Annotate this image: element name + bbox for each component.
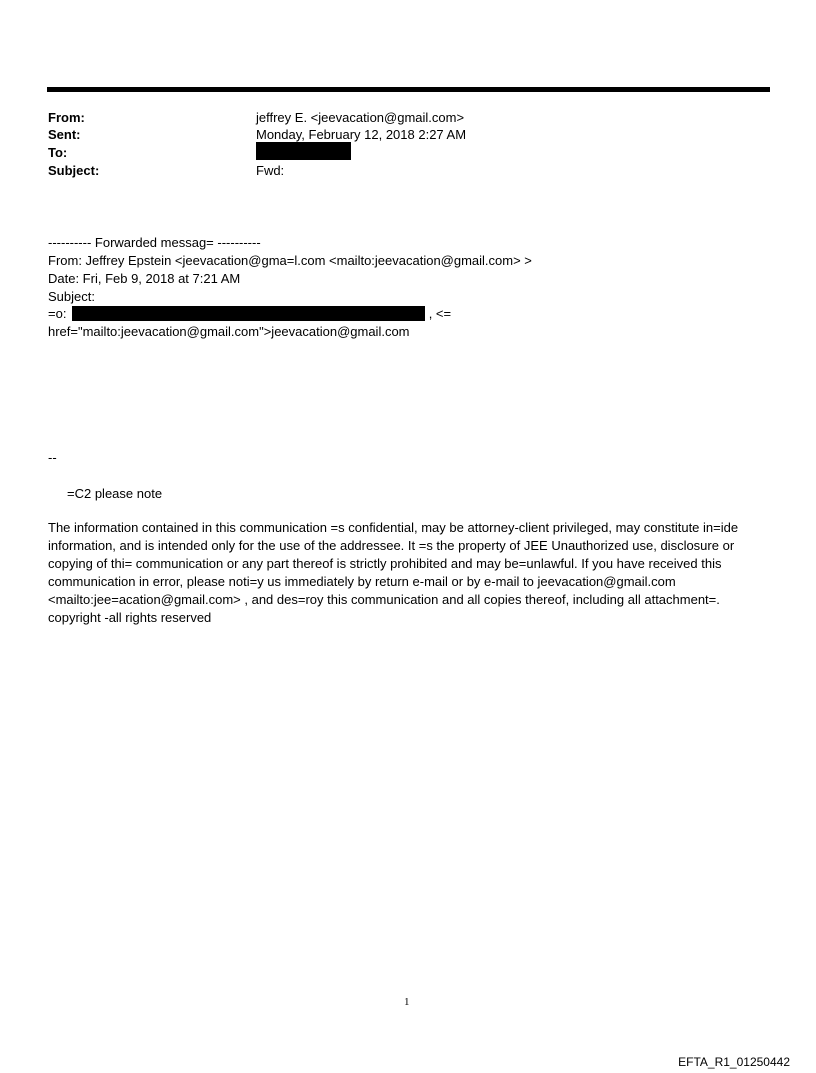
forward-to-prefix: =o:: [48, 306, 67, 321]
to-label: To:: [48, 145, 68, 160]
forward-date: Date: Fri, Feb 9, 2018 at 7:21 AM: [48, 271, 241, 286]
subject-value: Fwd:: [256, 163, 285, 178]
signature-dashes: --: [48, 450, 57, 465]
forward-from: From: Jeffrey Epstein <jeevacation@gma=l.com <mailto:jeevacation@gmail.com> >: [48, 253, 532, 268]
forward-divider: ---------- Forwarded messag= ----------: [48, 235, 261, 250]
document-id: EFTA_R1_01250442: [678, 1055, 790, 1069]
forward-to-suffix: , <=: [428, 306, 452, 321]
from-label: From:: [48, 110, 85, 125]
forward-subject: Subject:: [48, 289, 95, 304]
subject-label: Subject:: [48, 163, 100, 178]
header-rule: [47, 87, 770, 92]
from-value: jeffrey E. <jeevacation@gmail.com>: [256, 110, 465, 125]
sent-label: Sent:: [48, 127, 81, 142]
sent-value: Monday, February 12, 2018 2:27 AM: [256, 127, 467, 142]
page-number: 1: [404, 996, 410, 1008]
forward-href: href="mailto:jeevacation@gmail.com">jeevacation@gmail.com: [48, 324, 410, 339]
confidentiality-disclaimer: The information contained in this communication =s confidential, may be attorney-client privileged, may constitute in=ide information, and is intended only for the use of the addressee. It =s the property of JEE Unauthorized use, disclosure or copying of thi= communication or any part thereof is strictly prohibited and may be=unlawful. If you have received this communication in error, please noti=y us immediately by return e-mail or by e-mail to jeevacation@gmail.com <mailto:jee=acation@gmail.com> , and des=roy this communication and all copies thereof, including all attachment=. copyright -all rights reserved: [48, 520, 739, 625]
redaction-box: [72, 306, 425, 321]
redaction-box: [256, 142, 351, 160]
signature-note: =C2 please note: [67, 486, 163, 501]
forward-to: [48, 306, 451, 321]
to-value: [256, 142, 351, 163]
